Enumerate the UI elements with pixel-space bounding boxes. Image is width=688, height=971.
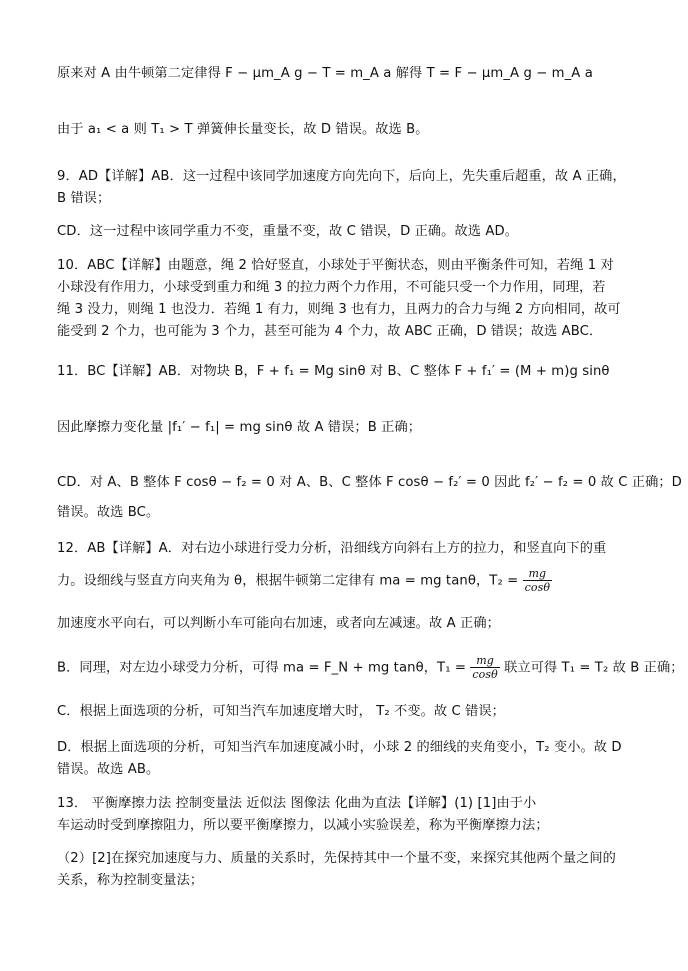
text-line: 原来对 A 由牛顿第二定律得 F − μm_A g − T = m_A a 解得 T = F − μm_A g − m_A a [57, 66, 593, 81]
text-line: 11．BC【详解】AB．对物块 B，F + f₁ = Mg sinθ 对 B、C 整体 F + f₁′ = (M + m)g sinθ [57, 364, 610, 379]
text-line: 因此摩擦力变化量 |f₁′ − f₁| = mg sinθ 故 A 错误；B 正确； [57, 420, 422, 435]
text-line: 小球没有作用力，小球受到重力和绳 3 的拉力两个力作用，不可能只受一个力作用，同理，若 [57, 280, 606, 295]
text-line: （2）[2]在探究加速度与力、质量的关系时，先保持其中一个量不变，来探究其他两个量之间的 [57, 851, 616, 866]
text-segment: B．同理，对左边小球受力分析，可得 ma = F_N + mg tanθ，T₁ = [57, 660, 467, 676]
text-line: C．根据上面选项的分析，可知当汽车加速度增大时， T₂ 不变。故 C 错误； [57, 704, 505, 719]
text-line: CD．对 A、B 整体 F cosθ − f₂ = 0 对 A、B、C 整体 F cosθ − f₂′ = 0 因此 f₂′ − f₂ = 0 故 C 正确；D [57, 475, 682, 490]
text-line: 加速度水平向右，可以判断小车可能向右加速，或者向左减速。故 A 正确； [57, 616, 500, 631]
fraction-numerator: mg [523, 567, 552, 581]
text-line: 车运动时受到摩擦阻力，所以要平衡摩擦力，以减小实验误差，称为平衡摩擦力法； [57, 818, 549, 833]
text-line: 错误。故选 AB。 [57, 762, 160, 777]
text-line: 绳 3 没力，则绳 1 也没力．若绳 1 有力，则绳 3 也有力，且两力的合力与绳 2 方向相同，故可 [57, 302, 621, 317]
text-line: 由于 a₁ < a 则 T₁ > T 弹簧伸长量变长，故 D 错误。故选 B。 [57, 122, 429, 137]
text-line: 错误。故选 BC。 [57, 505, 160, 520]
text-line: 10．ABC【详解】由题意，绳 2 恰好竖直，小球处于平衡状态，则由平衡条件可知，若绳 1 对 [57, 258, 614, 273]
text-line: 9．AD【详解】AB．这一过程中该同学加速度方向先向下，后向上，先失重后超重，故 A 正确， [57, 169, 626, 184]
text-line-with-fraction [57, 654, 684, 681]
fraction-denominator: cosθ [472, 668, 498, 681]
text-line: 能受到 2 个力，也可能为 3 个力，甚至可能为 4 个力，故 ABC 正确，D 错误；故选 ABC． [57, 324, 603, 339]
text-line: 关系，称为控制变量法； [57, 873, 204, 888]
fraction [523, 567, 552, 594]
fraction-numerator: mg [470, 654, 499, 668]
fraction-denominator: cosθ [524, 581, 551, 594]
text-line: 13． 平衡摩擦力法 控制变量法 近似法 图像法 化曲为直法【详解】(1) [1]由于小 [57, 796, 537, 811]
text-line: D．根据上面选项的分析，可知当汽车加速度减小时，小球 2 的细线的夹角变小，T₂ 变小。故 D [57, 740, 622, 755]
text-segment: 力。设细线与竖直方向夹角为 θ，根据牛顿第二定律有 ma = mg tanθ，T₂ = [57, 573, 519, 589]
fraction [470, 654, 499, 681]
text-line: B 错误； [57, 191, 111, 206]
text-line: CD．这一过程中该同学重力不变，重量不变，故 C 错误，D 正确。故选 AD。 [57, 224, 519, 239]
text-line-with-fraction [57, 567, 637, 594]
text-segment: 联立可得 T₁ = T₂ 故 B 正确； [504, 660, 684, 676]
text-line: 12．AB【详解】A．对右边小球进行受力分析，沿细线方向斜右上方的拉力，和竖直向下的重 [57, 541, 607, 556]
